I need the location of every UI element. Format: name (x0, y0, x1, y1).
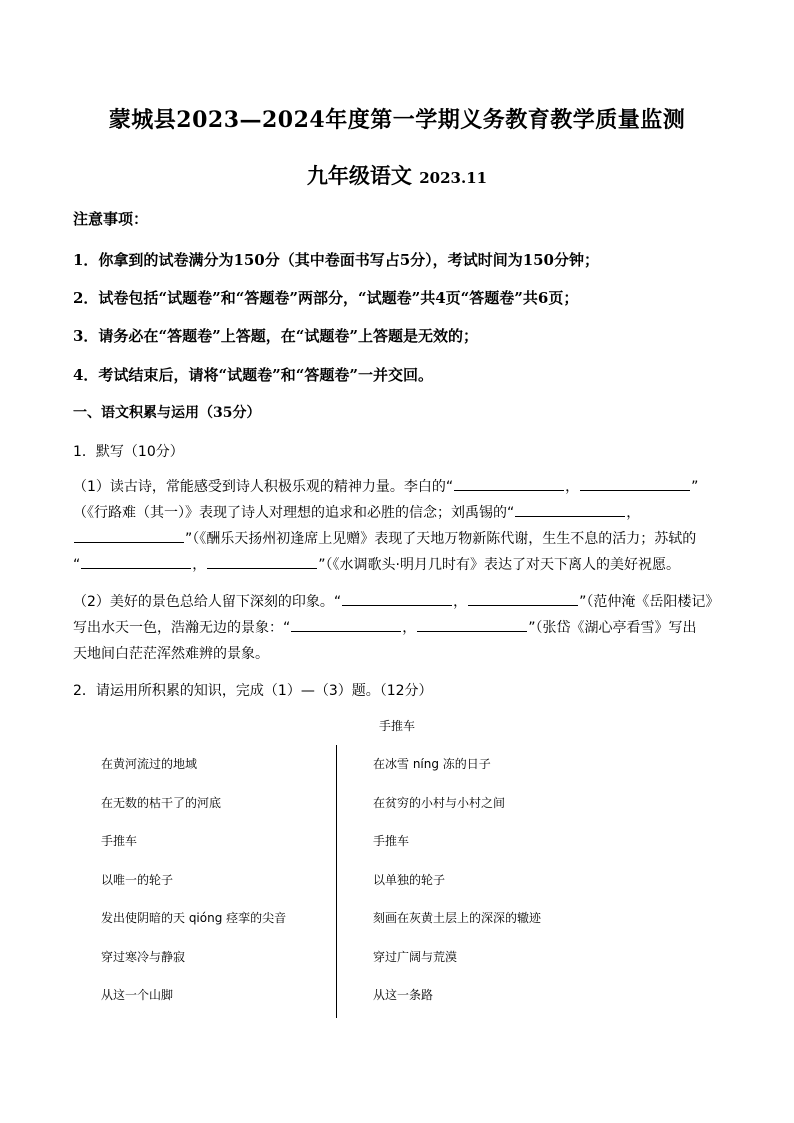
question-1-part-1 (73, 474, 723, 578)
notice-item-1: 1．你拿到的试卷满分为150分（其中卷面书写占5分），考试时间为150分钟； (73, 251, 599, 269)
q1p1-line-1: （1）读古诗，常能感受到诗人积极乐观的精神力量。李白的“ ， ” (73, 474, 723, 500)
poem-left-column (101, 755, 286, 1025)
poem-line: 从这一条路 (373, 988, 434, 1002)
answer-blank[interactable] (454, 476, 564, 491)
q1p2-line-2: 写出水天一色，浩瀚无边的景象：“ ， ”（张岱《湖心亭看雪》写出 (73, 615, 723, 641)
answer-blank[interactable] (74, 528, 184, 543)
notice-item-3: 3．请务必在“答题卷”上答题，在“试题卷”上答题是无效的； (73, 327, 478, 345)
poem-line: 发出使阴暗的天 qióng 痉挛的尖音 (101, 911, 287, 925)
answer-blank[interactable] (207, 554, 317, 569)
question-2-label: 2．请运用所积累的知识，完成（1）—（3）题。（12分） (73, 683, 433, 699)
poem-line: 穿过寒冷与静寂 (101, 949, 186, 964)
answer-blank[interactable] (291, 617, 401, 632)
answer-blank[interactable] (342, 591, 452, 606)
q1p1-line-4: “ ， ”（《水调歌头·明月几时有》表达了对天下离人的美好祝愿。 (73, 552, 723, 578)
notice-heading: 注意事项： (73, 210, 149, 228)
exam-title: 蒙城县2023—2024年度第一学期义务教育教学质量监测 (108, 107, 686, 133)
poem-line: 从这一个山脚 (101, 988, 174, 1002)
exam-date: 2023.11 (419, 169, 488, 187)
poem-line: 手推车 (373, 834, 410, 848)
answer-blank[interactable] (580, 476, 690, 491)
poem-line: 以唯一的轮子 (101, 872, 174, 887)
exam-subtitle (0, 160, 794, 190)
q1p1-line-3: ”（《酬乐天扬州初逢席上见赠》表现了天地万物新陈代谢，生生不息的活力；苏轼的 (73, 526, 723, 552)
notice-item-2: 2．试卷包括“试题卷”和“答题卷”两部分，“试题卷”共4页“答题卷”共6页； (73, 289, 579, 307)
poem-line: 手推车 (101, 834, 138, 848)
poem-line: 在冰雪 níng 冻的日子 (373, 757, 491, 771)
poem-column-divider (336, 745, 337, 1018)
question-1-part-2 (73, 589, 723, 667)
poem-line: 刻画在灰黄土层上的深深的辙迹 (373, 911, 542, 925)
poem-right-column (373, 755, 541, 1025)
q1p2-line-1: （2）美好的景色总给人留下深刻的印象。“ ， ”（范仲淹《岳阳楼记》 (73, 589, 723, 615)
q1p2-line-3: 天地间白茫茫浑然难辨的景象。 (73, 646, 269, 662)
poem-line: 在无数的枯干了的河底 (101, 795, 222, 810)
poem-line: 在黄河流过的地域 (101, 757, 198, 771)
answer-blank[interactable] (81, 554, 191, 569)
poem-line: 穿过广阔与荒漠 (373, 949, 458, 964)
answer-blank[interactable] (417, 617, 527, 632)
section-1-heading: 一、语文积累与运用（35分） (73, 405, 261, 421)
question-1-label: 1．默写（10分） (73, 444, 184, 460)
poem-line: 以单独的轮子 (373, 872, 446, 887)
notice-item-4: 4．考试结束后，请将“试题卷”和“答题卷”一并交回。 (73, 366, 433, 384)
answer-blank[interactable] (515, 502, 625, 517)
q1p1-line-2: （《行路难（其一）》表现了诗人对理想的追求和必胜的信念；刘禹锡的“ ， (73, 500, 723, 526)
answer-blank[interactable] (468, 591, 578, 606)
subject-label: 九年级语文 (306, 163, 412, 188)
poem-line: 在贫穷的小村与小村之间 (373, 795, 506, 810)
poem-title: 手推车 (378, 719, 415, 733)
